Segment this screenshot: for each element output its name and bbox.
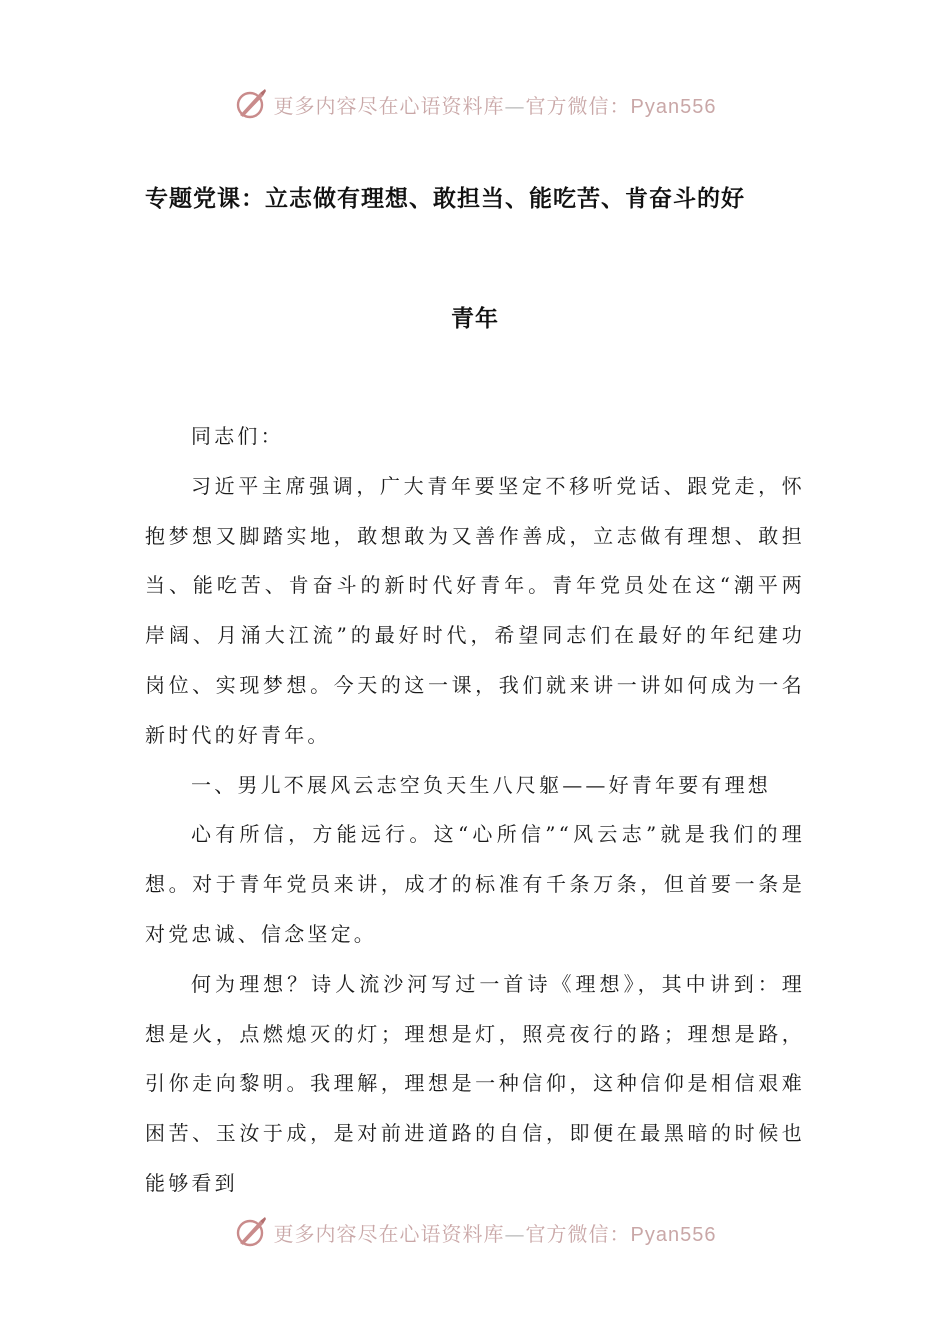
wechat-label: 官方微信： <box>525 93 631 118</box>
quill-logo-icon <box>234 87 268 121</box>
document-title-line-2: 青年 <box>451 306 499 332</box>
footer-watermark-banner <box>0 1212 950 1252</box>
header-watermark-banner <box>0 84 950 124</box>
site-name: 更多内容尽在心语资料库 <box>273 1221 505 1246</box>
paragraph-ideals: 心有所信，方能远行。这“心所信”“风云志”就是我们的理想。对于青年党员来讲，成才的标准有千条万条，但首要一条是对党忠诚、信念坚定。 <box>145 822 805 946</box>
site-name: 更多内容尽在心语资料库 <box>273 93 505 118</box>
document-body <box>145 412 805 1209</box>
wechat-label: 官方微信： <box>525 1221 631 1246</box>
wechat-id: Pyan556 <box>630 1223 717 1246</box>
section-heading-1: 一、男儿不展风云志空负天生八尺躯——好青年要有理想 <box>191 772 771 797</box>
paragraph-intro: 习近平主席强调，广大青年要坚定不移听党话、跟党走，怀抱梦想又脚踏实地，敢想敢为又善作善成，立志做有理想、敢担当、能吃苦、肯奋斗的新时代好青年。青年党员处在这“潮平两岸阔、月涌大江流”的最好时代，希望同志们在最好的年纪建功岗位、实现梦想。今天的这一课，我们就来讲一讲如何成为一名新时代的好青年。 <box>145 473 805 747</box>
separator: — <box>504 1221 526 1246</box>
salutation: 同志们： <box>191 424 284 448</box>
separator: — <box>504 93 526 118</box>
quill-logo-icon <box>234 1215 268 1249</box>
document-title-line-1: 专题党课：立志做有理想、敢担当、能吃苦、肯奋斗的好 <box>145 186 745 212</box>
paragraph-what-is-ideal: 何为理想？诗人流沙河写过一首诗《理想》，其中讲到：理想是火，点燃熄灭的灯；理想是灯，照亮夜行的路；理想是路，引你走向黎明。我理解，理想是一种信仰，这种信仰是相信艰难困苦、玉汝于成，是对前进道路的自信，即便在最黑暗的时候也能够看到 <box>145 971 805 1195</box>
header-watermark-text <box>274 90 717 119</box>
footer-watermark-text <box>274 1218 717 1247</box>
wechat-id: Pyan556 <box>630 95 717 118</box>
